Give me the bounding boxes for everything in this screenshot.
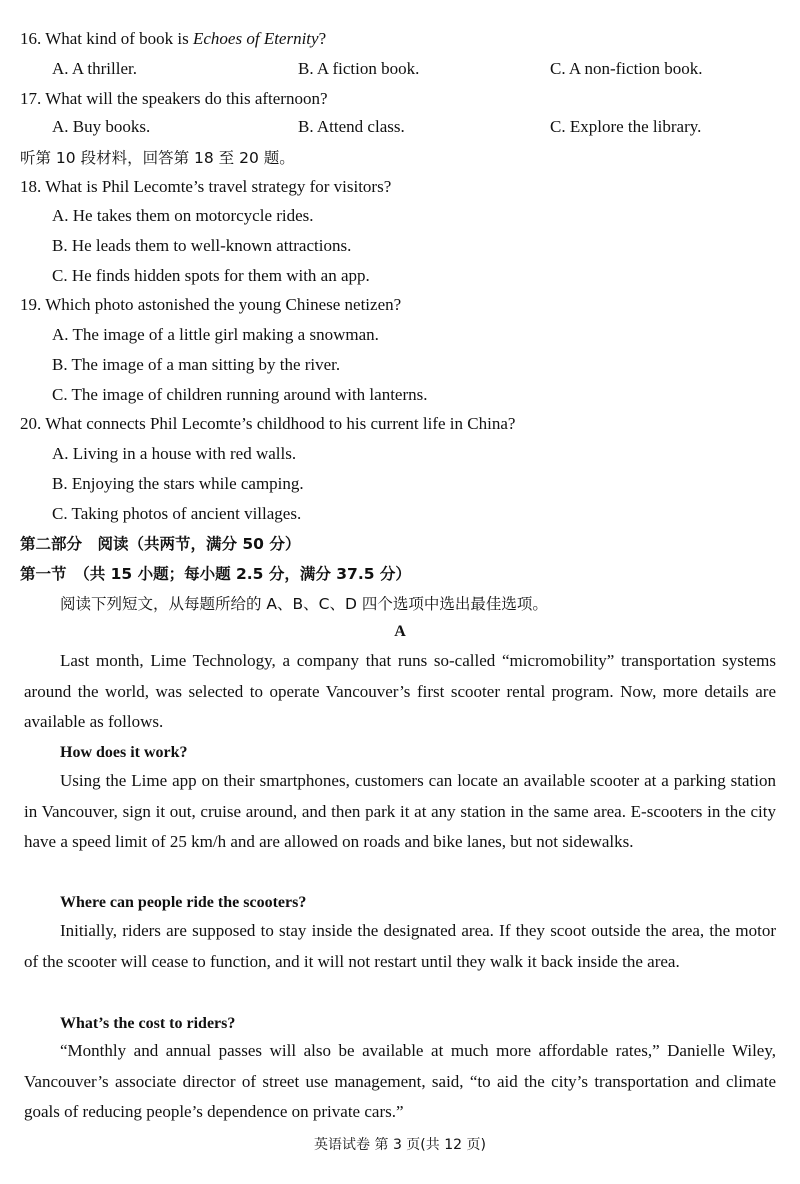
option-a: A. A thriller.	[52, 59, 137, 78]
passage-subheading-2: Where can people ride the scooters?	[60, 894, 307, 911]
option-b: B. A fiction book.	[298, 59, 420, 78]
option-a: A. The image of a little girl making a snowman.	[52, 325, 379, 344]
question-stem: What kind of book is	[45, 29, 193, 48]
reading-instruction: 阅读下列短文，从每题所给的 A、B、C、D 四个选项中选出最佳选项。	[60, 595, 548, 613]
question-17: 17. What will the speakers do this afternoon?	[20, 89, 328, 108]
option-c: C. Taking photos of ancient villages.	[52, 504, 302, 523]
passage-paragraph-3: Initially, riders are supposed to stay inside the designated area. If they scoot outside the area, the motor of the scooter will cease to function, and it will not restart until they walk it back inside the area.	[24, 921, 776, 971]
option-b: B. He leads them to well-known attractions.	[52, 236, 352, 255]
option-c: C. A non-fiction book.	[550, 59, 703, 78]
part-title: 第二部分 阅读（共两节，满分 50 分）	[20, 535, 301, 553]
option-a: A. Buy books.	[52, 117, 151, 136]
option-b: B. Attend class.	[298, 117, 405, 136]
passage-subheading-3: What’s the cost to riders?	[60, 1015, 236, 1032]
page-footer: 英语试卷 第 3 页(共 12 页)	[314, 1137, 486, 1153]
question-20: 20. What connects Phil Lecomte’s childhood to his current life in China?	[20, 414, 516, 433]
option-a: A. He takes them on motorcycle rides.	[52, 206, 314, 225]
passage-subheading-1: How does it work?	[60, 744, 188, 761]
book-title: Echoes of Eternity	[193, 29, 319, 48]
passage-paragraph-2: Using the Lime app on their smartphones, customers can locate an available scooter at a parking station in Vancouver, sign it out, cruise around, and then park it at any station in the same area. E-scooters in the city have a speed limit of 25 km/h and are allowed on roads and bike lanes, but not sidewalks.	[24, 771, 776, 851]
question-18: 18. What is Phil Lecomte’s travel strategy for visitors?	[20, 177, 392, 196]
option-b: B. The image of a man sitting by the river.	[52, 355, 341, 374]
option-b: B. Enjoying the stars while camping.	[52, 474, 304, 493]
option-c: C. Explore the library.	[550, 117, 702, 136]
listening-section-note: 听第 10 段材料，回答第 18 至 20 题。	[20, 149, 295, 167]
option-c: C. He finds hidden spots for them with an app.	[52, 266, 370, 285]
question-16-options	[0, 58, 800, 80]
passage-paragraph-4: “Monthly and annual passes will also be available at much more affordable rates,” Danielle Wiley, Vancouver’s associate director of street use management, said, “to aid the city’s transportation and climate goals of reducing people’s dependence on private cars.”	[24, 1041, 776, 1121]
question-mark: ?	[318, 29, 327, 48]
passage-label: A	[394, 623, 406, 640]
option-c: C. The image of children running around with lanterns.	[52, 385, 428, 404]
question-19: 19. Which photo astonished the young Chinese netizen?	[20, 295, 402, 314]
question-number: 16.	[20, 29, 42, 48]
question-16	[20, 28, 326, 50]
passage-paragraph-1: Last month, Lime Technology, a company that runs so-called “micromobility” transportation systems around the world, was selected to operate Vancouver’s first scooter rental program. Now, more details are available as follows.	[24, 651, 776, 731]
section-title	[20, 563, 411, 585]
option-a: A. Living in a house with red walls.	[52, 444, 297, 463]
section-title-text: 第一节 （共 15 小题；每小题 2.5 分，满分 37.5 分）	[20, 565, 411, 583]
question-17-options	[0, 116, 800, 138]
